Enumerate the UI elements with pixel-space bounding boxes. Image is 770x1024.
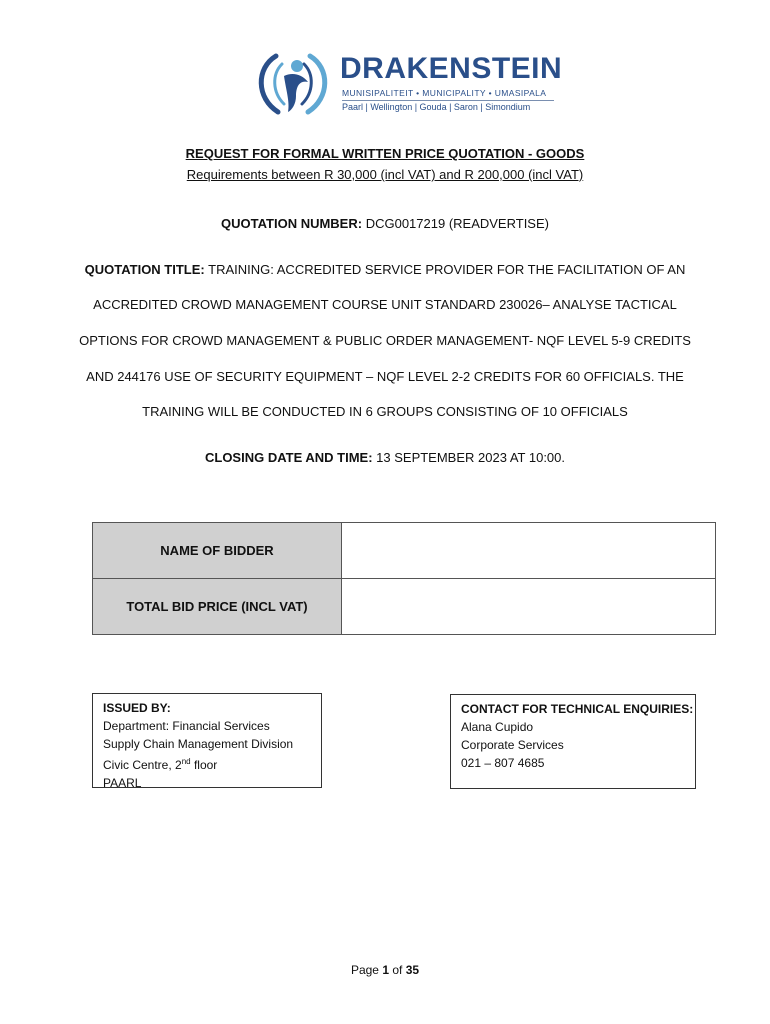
brand-subtitle: MUNISIPALITEIT • MUNICIPALITY • UMASIPALA [342, 88, 547, 98]
technical-contact-box [450, 694, 696, 789]
issued-by-division: Supply Chain Management Division [103, 737, 294, 751]
brand-divider [342, 100, 554, 101]
issued-by-box [92, 693, 322, 788]
quotation-title-line-1 [0, 262, 770, 277]
quotation-title-line-2: ACCREDITED CROWD MANAGEMENT COURSE UNIT STANDARD 230026– ANALYSE TACTICAL [93, 297, 677, 312]
page-number: Page 1 of 35 [350, 963, 420, 977]
bid-price-label: TOTAL BID PRICE (INCL VAT) [93, 579, 342, 635]
closing-date-label: CLOSING DATE AND TIME: [204, 450, 373, 465]
document-title: REQUEST FOR FORMAL WRITTEN PRICE QUOTATION - GOODS [185, 146, 585, 161]
contact-department: Corporate Services [461, 738, 564, 752]
contact-name: Alana Cupido [461, 720, 534, 734]
bidder-name-label: NAME OF BIDDER [93, 523, 342, 579]
issued-by-city: PAARL [103, 776, 142, 790]
quotation-title-label: QUOTATION TITLE: [84, 262, 205, 277]
bidder-name-field[interactable] [342, 523, 716, 579]
issued-by-heading: ISSUED BY: [103, 701, 171, 715]
bid-details-table [92, 522, 716, 635]
closing-date [0, 450, 770, 465]
closing-date-value: 13 SEPTEMBER 2023 AT 10:00. [376, 450, 566, 465]
bid-price-field[interactable] [342, 579, 716, 635]
brand-name: DRAKENSTEIN [340, 52, 563, 85]
document-subtitle: Requirements between R 30,000 (incl VAT) and R 200,000 (incl VAT) [186, 167, 584, 182]
issued-by-address: Civic Centre, 2nd floor [103, 757, 218, 772]
quotation-number-value: DCG0017219 (READVERTISE) [365, 216, 549, 231]
issued-by-department: Department: Financial Services [103, 719, 270, 733]
quotation-title-line-3: OPTIONS FOR CROWD MANAGEMENT & PUBLIC ORDER MANAGEMENT- NQF LEVEL 5-9 CREDITS [79, 333, 691, 348]
municipality-emblem-icon [250, 46, 336, 118]
quotation-title-line-4: AND 244176 USE OF SECURITY EQUIPMENT – NQF LEVEL 2-2 CREDITS FOR 60 OFFICIALS. THE [86, 369, 684, 384]
quotation-number [0, 216, 770, 231]
drakenstein-logo [250, 46, 563, 118]
brand-towns: Paarl | Wellington | Gouda | Saron | Simondium [342, 102, 531, 112]
contact-phone: 021 – 807 4685 [461, 756, 545, 770]
quotation-number-label: QUOTATION NUMBER: [221, 216, 363, 231]
table-row [93, 579, 716, 635]
table-row [93, 523, 716, 579]
contact-heading: CONTACT FOR TECHNICAL ENQUIRIES: [461, 702, 694, 716]
quotation-title-line-5: TRAINING WILL BE CONDUCTED IN 6 GROUPS CONSISTING OF 10 OFFICIALS [142, 404, 628, 419]
quotation-title-text: TRAINING: ACCREDITED SERVICE PROVIDER FOR THE FACILITATION OF AN [208, 262, 686, 277]
